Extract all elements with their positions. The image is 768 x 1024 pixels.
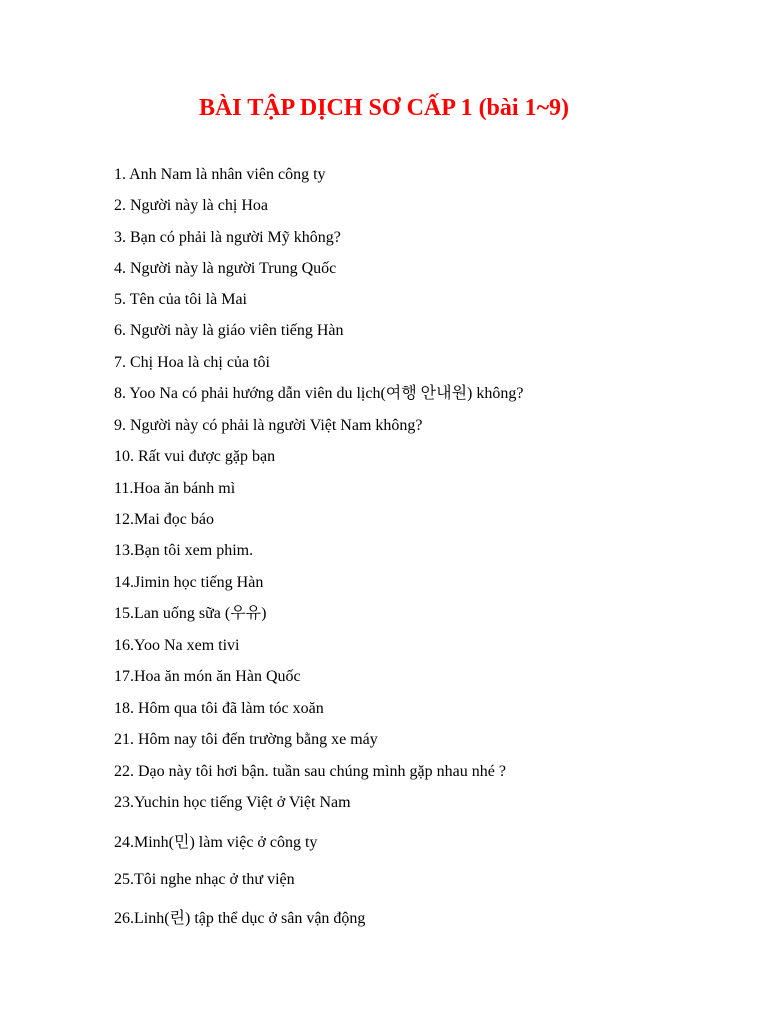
exercise-item: 15.Lan uống sữa (우유) — [114, 605, 267, 622]
document-title: BÀI TẬP DỊCH SƠ CẤP 1 (bài 1~9) — [198, 95, 570, 121]
exercise-item: 23.Yuchin học tiếng Việt ở Việt Nam — [114, 794, 351, 811]
exercise-item: 26.Linh(린) tập thể dục ở sân vận động — [114, 910, 366, 927]
exercise-item: 25.Tôi nghe nhạc ở thư viện — [114, 871, 295, 888]
exercise-item: 21. Hôm nay tôi đến trường bằng xe máy — [114, 731, 378, 748]
exercise-item: 8. Yoo Na có phải hướng dẫn viên du lịch(여행 안내원) không? — [114, 385, 524, 402]
exercise-item: 1. Anh Nam là nhân viên công ty — [114, 166, 326, 183]
exercise-item: 4. Người này là người Trung Quốc — [114, 260, 337, 277]
exercise-item: 24.Minh(민) làm việc ở công ty — [114, 834, 318, 851]
exercise-item: 2. Người này là chị Hoa — [114, 197, 268, 214]
exercise-item: 12.Mai đọc báo — [114, 511, 214, 528]
exercise-item: 9. Người này có phải là người Việt Nam không? — [114, 417, 423, 434]
exercise-item: 18. Hôm qua tôi đã làm tóc xoăn — [114, 700, 324, 717]
exercise-item: 16.Yoo Na xem tivi — [114, 637, 240, 654]
exercise-item: 5. Tên của tôi là Mai — [114, 291, 247, 308]
exercise-item: 17.Hoa ăn món ăn Hàn Quốc — [114, 668, 301, 685]
exercise-item: 14.Jimin học tiếng Hàn — [114, 574, 264, 591]
exercise-item: 10. Rất vui được gặp bạn — [114, 448, 276, 465]
exercise-item: 13.Bạn tôi xem phim. — [114, 542, 254, 559]
exercise-item: 7. Chị Hoa là chị của tôi — [114, 354, 270, 371]
exercise-item: 6. Người này là giáo viên tiếng Hàn — [114, 322, 344, 339]
exercise-item: 3. Bạn có phải là người Mỹ không? — [114, 229, 341, 246]
exercise-item: 22. Dạo này tôi hơi bận. tuần sau chúng mình gặp nhau nhé ? — [114, 763, 506, 780]
exercise-item: 11.Hoa ăn bánh mì — [114, 480, 236, 497]
